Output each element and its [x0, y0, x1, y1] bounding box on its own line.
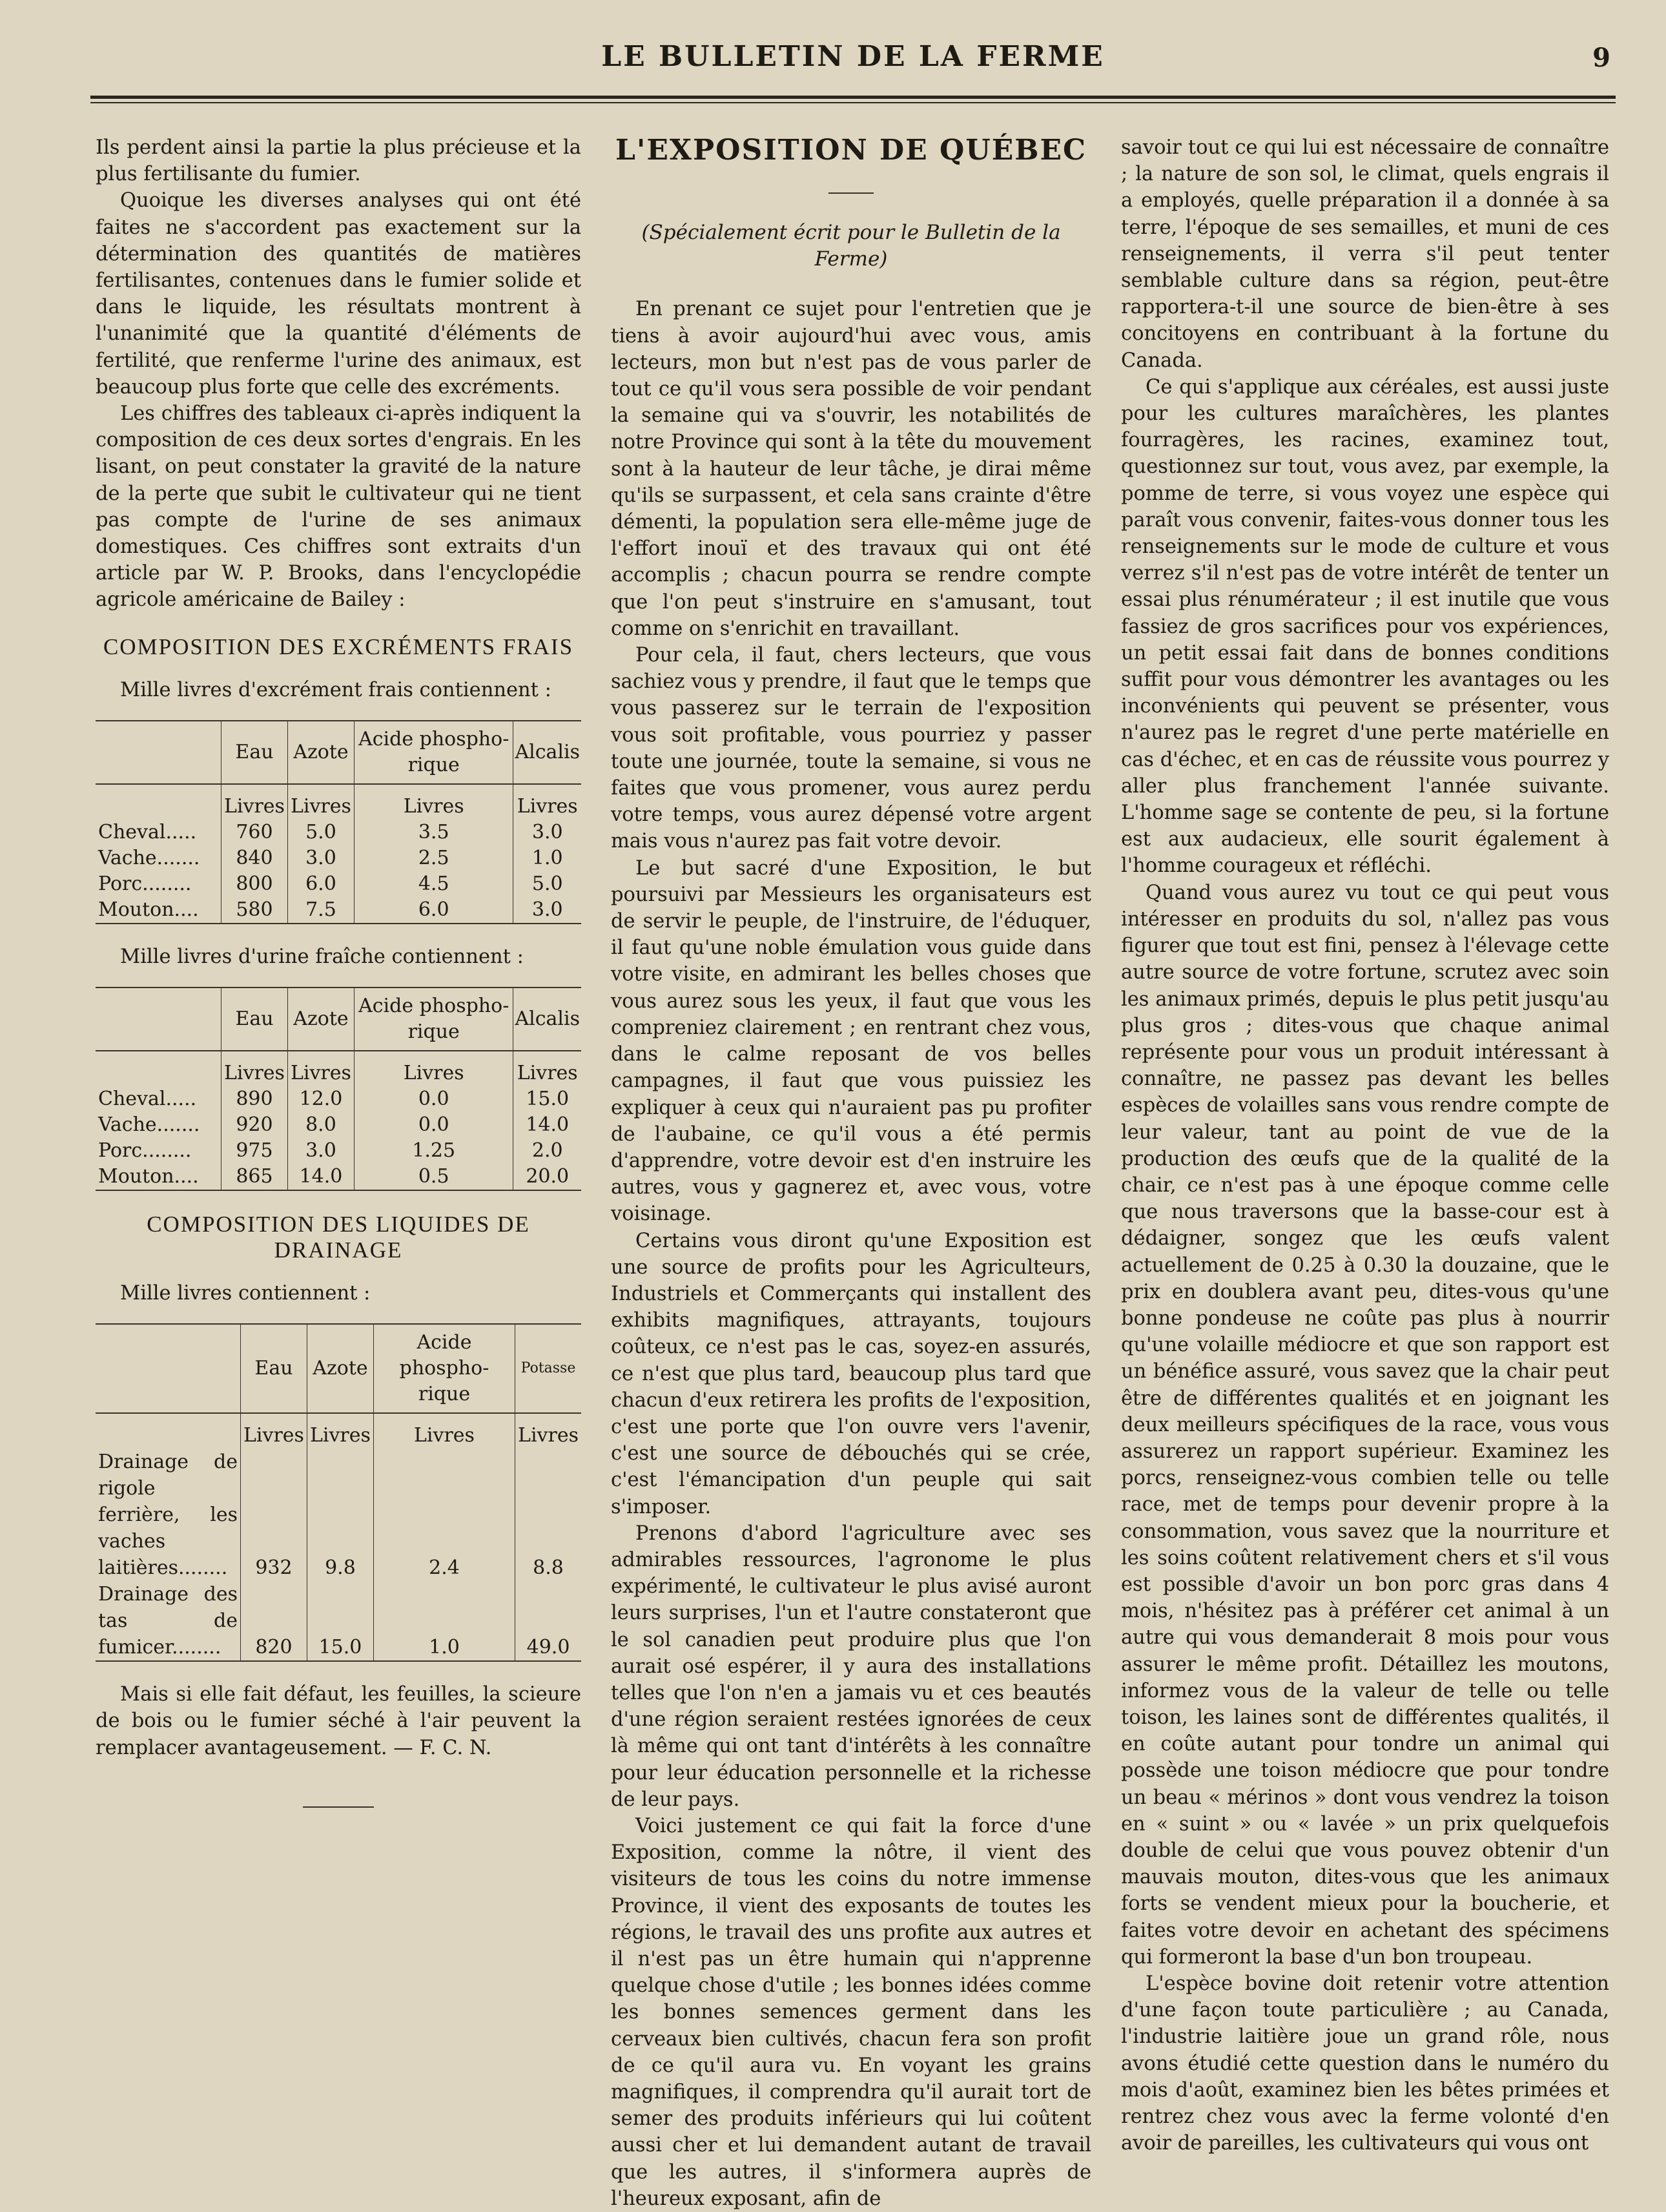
table-cell: 2.5 [354, 845, 513, 871]
paragraph: Prenons d'abord l'agriculture avec ses admirables ressources, l'agronome le plus expérimenté, le cultivateur le plus avisé auront leurs surprises, l'un et l'autre constateront que le sol canadien peut produire plus que l'on aurait osé espérer, il y aura des installations telles que l'on n'en a jamais vu et ces beautés d'une région seraient restées ignorées de ceux là même qui ont tant d'intérêts à les connaître pour leur éducation personnelle et la richesse de leur pays. [611, 1522, 1091, 1811]
column-header: Alcalis [513, 987, 581, 1051]
table-cell: 3.0 [513, 897, 581, 924]
column-header: Acide phospho-rique [373, 1324, 515, 1413]
table-cell: 20.0 [513, 1164, 581, 1190]
table-cell: 840 [221, 845, 288, 871]
paragraph: Quoique les diverses analyses qui ont été faites ne s'accordent pas exactement sur la détermination des quantités de matières fertilisantes, contenues dans le fumier solide et dans le liquide, les résultats montrent à l'unanimité que la quantité d'éléments de fertilité, que renferme l'urine des animaux, est beaucoup plus forte que celle des excréments. [96, 189, 581, 398]
table-cell: 3.0 [287, 845, 354, 871]
table-cell: 14.0 [287, 1164, 354, 1190]
row-label: Cheval..... [98, 1088, 197, 1111]
column-header: Azote [287, 987, 354, 1051]
table-cell: 6.0 [354, 897, 513, 924]
column-header: Azote [287, 721, 354, 784]
table-excrements [96, 720, 581, 924]
table-drainage [96, 1323, 581, 1662]
paragraph: Certains vous diront qu'une Exposition est une source de profits pour les Agriculteurs, Industriels et Commerçants qui installent des exhibits magnifiques, attrayants, toujours coûteux, ce n'est pas le cas, soyez-en assurés, ce n'est que plus tard, beaucoup plus tard que chacun d'eux retirera les profits de l'exposition, c'est une porte que l'on ouvre vers l'avenir, c'est une source de débouchés qui se crée, c'est l'émancipation d'un peuple qui sait s'imposer. [611, 1229, 1091, 1518]
table-row [96, 1164, 581, 1190]
table-cell: 865 [221, 1164, 288, 1190]
unit-cell: Livres [307, 1413, 373, 1449]
table-cell: 3.5 [354, 820, 513, 845]
table-stub-header [96, 1324, 241, 1413]
table-cell: 3.0 [287, 1138, 354, 1164]
table-row [96, 820, 581, 845]
table-cell: 15.0 [513, 1086, 581, 1112]
unit-cell: Livres [221, 1051, 288, 1086]
middle-column [611, 134, 1091, 2212]
unit-cell: Livres [287, 784, 354, 820]
table-urine [96, 987, 581, 1191]
end-rule [303, 1806, 374, 1808]
paragraph: En prenant ce sujet pour l'entretien que je tiens à avoir aujourd'hui avec vous, amis lecteurs, mon but n'est pas de vous parler de tout ce qu'il vous sera possible de voir pendant la semaine qui va s'ouvrir, les notabilités de notre Province qui sont à la tête du mouvement sont à la hauteur de leur tâche, je dirai même qu'ils se surpassent, et cela sans crainte d'être démenti, la population sera elle-même juge de l'effort inouï et des travaux qui ont été accomplis ; chacun pourra se rendre compte que l'on peut s'instruire en s'amusant, tout comme on s'enrichit en travaillant. [611, 298, 1091, 640]
table-row [96, 845, 581, 871]
table-cell: 6.0 [287, 871, 354, 897]
section-heading: COMPOSITION DES LIQUIDES DE DRAINAGE [147, 1212, 530, 1263]
row-label: Drainage des tas de fumicer........ [96, 1581, 241, 1661]
paragraph: Le but sacré d'une Exposition, le but poursuivi par Messieurs les organisateurs est de servir le peuple, de l'instruire, de l'éduquer, il faut qu'une noble émulation vous guide dans votre visite, en admirant les belles choses que vous aurez sous les yeux, il faut que vous les compreniez clairement ; en rentrant chez vous, dans le calme reposant de vos belles campagnes, il faut que vous puissiez les expliquer à ceux qui n'auraient pas pu profiter de l'aubaine, ce qu'il vous a été permis d'apprendre, votre devoir est d'en instruire les autres, vous y gagnerez et, avec vous, votre voisinage. [611, 856, 1091, 1226]
table-cell: 3.0 [513, 820, 581, 845]
units-row [96, 784, 581, 820]
table-row [96, 897, 581, 924]
page-header [90, 36, 1616, 107]
table-cell: 2.4 [373, 1449, 515, 1581]
unit-cell: Livres [221, 784, 288, 820]
right-column [1121, 134, 1609, 2156]
table-stub-header [96, 987, 221, 1051]
table-cell: 975 [221, 1138, 288, 1164]
unit-cell: Livres [287, 1051, 354, 1086]
table-cell: 8.0 [287, 1112, 354, 1138]
table-stub-header [96, 721, 221, 784]
header-rule [90, 96, 1616, 103]
unit-cell: Livres [354, 784, 513, 820]
unit-cell: Livres [515, 1413, 581, 1449]
table-cell: 5.0 [287, 820, 354, 845]
row-label: Cheval..... [98, 820, 197, 843]
column-header: Acide phospho-rique [354, 721, 513, 784]
table-cell: 580 [221, 897, 288, 924]
unit-cell: Livres [513, 784, 581, 820]
units-row [96, 1051, 581, 1086]
table-cell: 0.0 [354, 1112, 513, 1138]
table-caption: Mille livres d'excrément frais contiennent : [120, 678, 551, 701]
column-header: Eau [221, 987, 288, 1051]
unit-cell: Livres [354, 1051, 513, 1086]
table-cell: 932 [241, 1449, 307, 1581]
paragraph: Mais si elle fait défaut, les feuilles, la scieure de bois ou le fumier séché à l'air peuvent la remplacer avantageusement. — F. C. N. [96, 1683, 581, 1759]
table-row [96, 871, 581, 897]
table-cell: 7.5 [287, 897, 354, 924]
paragraph: Pour cela, il faut, chers lecteurs, que vous sachiez vous y prendre, il faut que le temps que vous passerez sur le terrain de l'exposition vous soit profitable, vous pourriez y passer toute une journée, toute la semaine, si vous ne faites que vous promener, vous aurez perdu votre temps, vous aurez dépensé votre argent mais vous n'aurez pas fait votre devoir. [611, 644, 1091, 853]
title-rule [828, 192, 874, 194]
unit-cell: Livres [241, 1413, 307, 1449]
table-row [96, 1086, 581, 1112]
table-cell: 1.0 [513, 845, 581, 871]
paragraph: Les chiffres des tableaux ci-après indiquent la composition de ces deux sortes d'engrais. En les lisant, on peut constater la gravité de la nature de la perte que subit le cultivateur qui ne tient pas compte de l'urine de ses animaux domestiques. Ces chiffres sont extraits d'un article par W. P. Brooks, dans l'encyclopédie agricole américaine de Bailey : [96, 402, 581, 612]
section-heading: COMPOSITION DES EXCRÉMENTS FRAIS [103, 634, 574, 659]
table-row [96, 1112, 581, 1138]
paragraph: savoir tout ce qui lui est nécessaire de connaître ; la nature de son sol, le climat, quels engrais il a employés, quelle préparation il a donnée à sa terre, l'époque de ses semailles, et muni de ces renseignements, il verra s'il peut tenter semblable culture dans sa région, peut-être rapportera-t-il une source de bien-être à ses concitoyens en contribuant à la fortune du Canada. [1121, 136, 1609, 372]
paragraph: Ils perdent ainsi la partie la plus précieuse et la plus fertilisante du fumier. [96, 136, 581, 186]
table-cell: 8.8 [515, 1449, 581, 1581]
table-row [96, 1581, 581, 1661]
column-header: Alcalis [513, 721, 581, 784]
row-label: Mouton.... [96, 897, 221, 924]
table-cell: 49.0 [515, 1581, 581, 1661]
table-cell [96, 784, 221, 820]
table-caption: Mille livres d'urine fraîche contiennent : [120, 945, 524, 968]
paragraph: Ce qui s'applique aux céréales, est aussi juste pour les cultures maraîchères, les plantes fourragères, les racines, examinez tout, questionnez sur tout, vous avez, par exemple, la pomme de terre, si vous voyez une espèce qui paraît vous convenir, faites-vous donner tous les renseignements sur le mode de culture et vous verrez s'il n'est pas de votre intérêt de tenter un essai plus rénumérateur ; il est inutile que vous fassiez de gros sacrifices pour vos expériences, un petit essai fait dans de bonnes conditions suffit pour vous démontrer les avantages ou les inconvénients qui peuvent se présenter, vous n'aurez pas le regret d'une perte matérielle en cas d'échec, et en cas de réussite vous pourrez y aller plus franchement l'année suivante. L'homme sage se contente de peu, si la fortune est aux audacieux, elle sourit également à l'homme courageux et réfléchi. [1121, 375, 1609, 878]
table-cell: 12.0 [287, 1086, 354, 1112]
paragraph: Quand vous aurez vu tout ce qui peut vous intéresser en produits du sol, n'allez pas vous figurer que tout est fini, pensez à l'élevage cette autre source de votre fortune, scrutez avec soin les animaux primés, depuis le plus petit jusqu'au plus gros ; dites-vous que chaque animal représente pour vous un produit intéressant à connaître, ne passez pas devant les belles espèces de volailles sans vous rendre compte de leur valeur, tant au point de vue de la production des œufs que de la qualité de la chair, ce n'est pas à une époque comme celle que nous traversons que la basse-cour est à dédaigner, songez que les œufs valent actuellement de 0.25 à 0.30 la douzaine, que le prix en doublera avant peu, dites-vous qu'une bonne pondeuse ne coûte pas plus à nourrir qu'une volaille médiocre et que son rapport est un bénéfice assuré, vous savez que la chair peut être de différentes qualités et en joignant les deux meilleurs spécifiques de la race, vous vous assurerez un rapport supérieur. Examinez les porcs, renseignez-vous combien telle ou telle race, met de temps pour devenir propre à la consommation, vous savez que la nourriture et les soins coûtent relativement chers et s'il vous est possible d'avoir un bon porc gras dans 4 mois, n'hésitez pas à préférer cet animal à un autre qui vous demanderait 8 mois pour vous assurer le même profit. Détaillez les moutons, informez vous de la valeur de telle ou telle toison, les laines sont de différentes qualités, il en coûte autant pour tondre un animal qui possède une toison médiocre que pour tondre un beau « mérinos » dont vous vendrez la toison en « suint » ou « lavée » un prix quelquefois double de celui que vous pouvez obtenir d'un mauvais mouton, dites-vous que les animaux forts se vendent mieux pour la boucherie, et faites votre devoir en achetant des spécimens qui formeront la base d'un bon troupeau. [1121, 881, 1609, 1969]
table-cell: 1.0 [373, 1581, 515, 1661]
units-row [96, 1413, 581, 1449]
left-column [96, 134, 581, 1808]
row-label: Porc........ [98, 1139, 192, 1163]
table-cell: 2.0 [513, 1138, 581, 1164]
row-label: Drainage de rigole ferrière, les vaches laitières........ [98, 1451, 238, 1580]
table-cell: 5.0 [513, 871, 581, 897]
table-cell: 820 [241, 1581, 307, 1661]
table-cell [96, 1413, 241, 1449]
column-header: Eau [241, 1324, 307, 1413]
column-header: Potasse [515, 1324, 581, 1413]
table-row [96, 1449, 581, 1581]
paragraph: L'espèce bovine doit retenir votre attention d'une façon toute particulière ; au Canada, l'industrie laitière joue un grand rôle, nous avons étudié cette question dans le numéro du mois d'août, examinez bien les bêtes primées et rentrez chez vous avec la ferme volonté d'en avoir de pareilles, les cultivateurs qui vous ont [1121, 1972, 1609, 2155]
column-header: Azote [307, 1324, 373, 1413]
table-cell: 14.0 [513, 1112, 581, 1138]
table-cell: 800 [221, 871, 288, 897]
row-label: Vache....... [98, 846, 200, 869]
table-cell: 0.0 [354, 1086, 513, 1112]
page-number: 9 [1592, 43, 1610, 73]
column-header: Eau [221, 721, 288, 784]
running-title: LE BULLETIN DE LA FERME [601, 40, 1105, 73]
table-cell: 890 [221, 1086, 288, 1112]
article-title: L'EXPOSITION DE QUÉBEC [615, 134, 1087, 167]
table-cell [96, 1051, 221, 1086]
table-caption: Mille livres contiennent : [120, 1282, 371, 1305]
table-cell: 920 [221, 1112, 288, 1138]
row-label: Porc........ [98, 872, 192, 895]
table-cell: 15.0 [307, 1581, 373, 1661]
unit-cell: Livres [373, 1413, 515, 1449]
column-header: Acide phospho-rique [354, 987, 513, 1051]
row-label: Vache....... [98, 1113, 200, 1137]
row-label: Mouton.... [96, 1164, 221, 1190]
table-cell: 4.5 [354, 871, 513, 897]
table-cell: 0.5 [354, 1164, 513, 1190]
article-byline: (Spécialement écrit pour le Bulletin de la Ferme) [641, 221, 1061, 271]
table-cell: 1.25 [354, 1138, 513, 1164]
unit-cell: Livres [513, 1051, 581, 1086]
table-cell: 760 [221, 820, 288, 845]
table-row [96, 1138, 581, 1164]
table-cell: 9.8 [307, 1449, 373, 1581]
paragraph: Voici justement ce qui fait la force d'une Exposition, comme la nôtre, il vient des visiteurs de tous les coins du notre immense Province, il vient des exposants de toutes les régions, le travail des uns profite aux autres et il n'est pas un être humain qui n'apprenne quelque chose d'utile ; les bonnes idées comme les bonnes semences germent dans les cerveaux bien cultivés, chacun fera son profit de ce qu'il aura vu. En voyant les grains magnifiques, il comprendra qu'il aurait tort de semer des produits inférieurs qui lui coûtent aussi cher et lui demandent autant de travail que les autres, il s'informera auprès de l'heureux exposant, afin de [611, 1814, 1091, 2210]
